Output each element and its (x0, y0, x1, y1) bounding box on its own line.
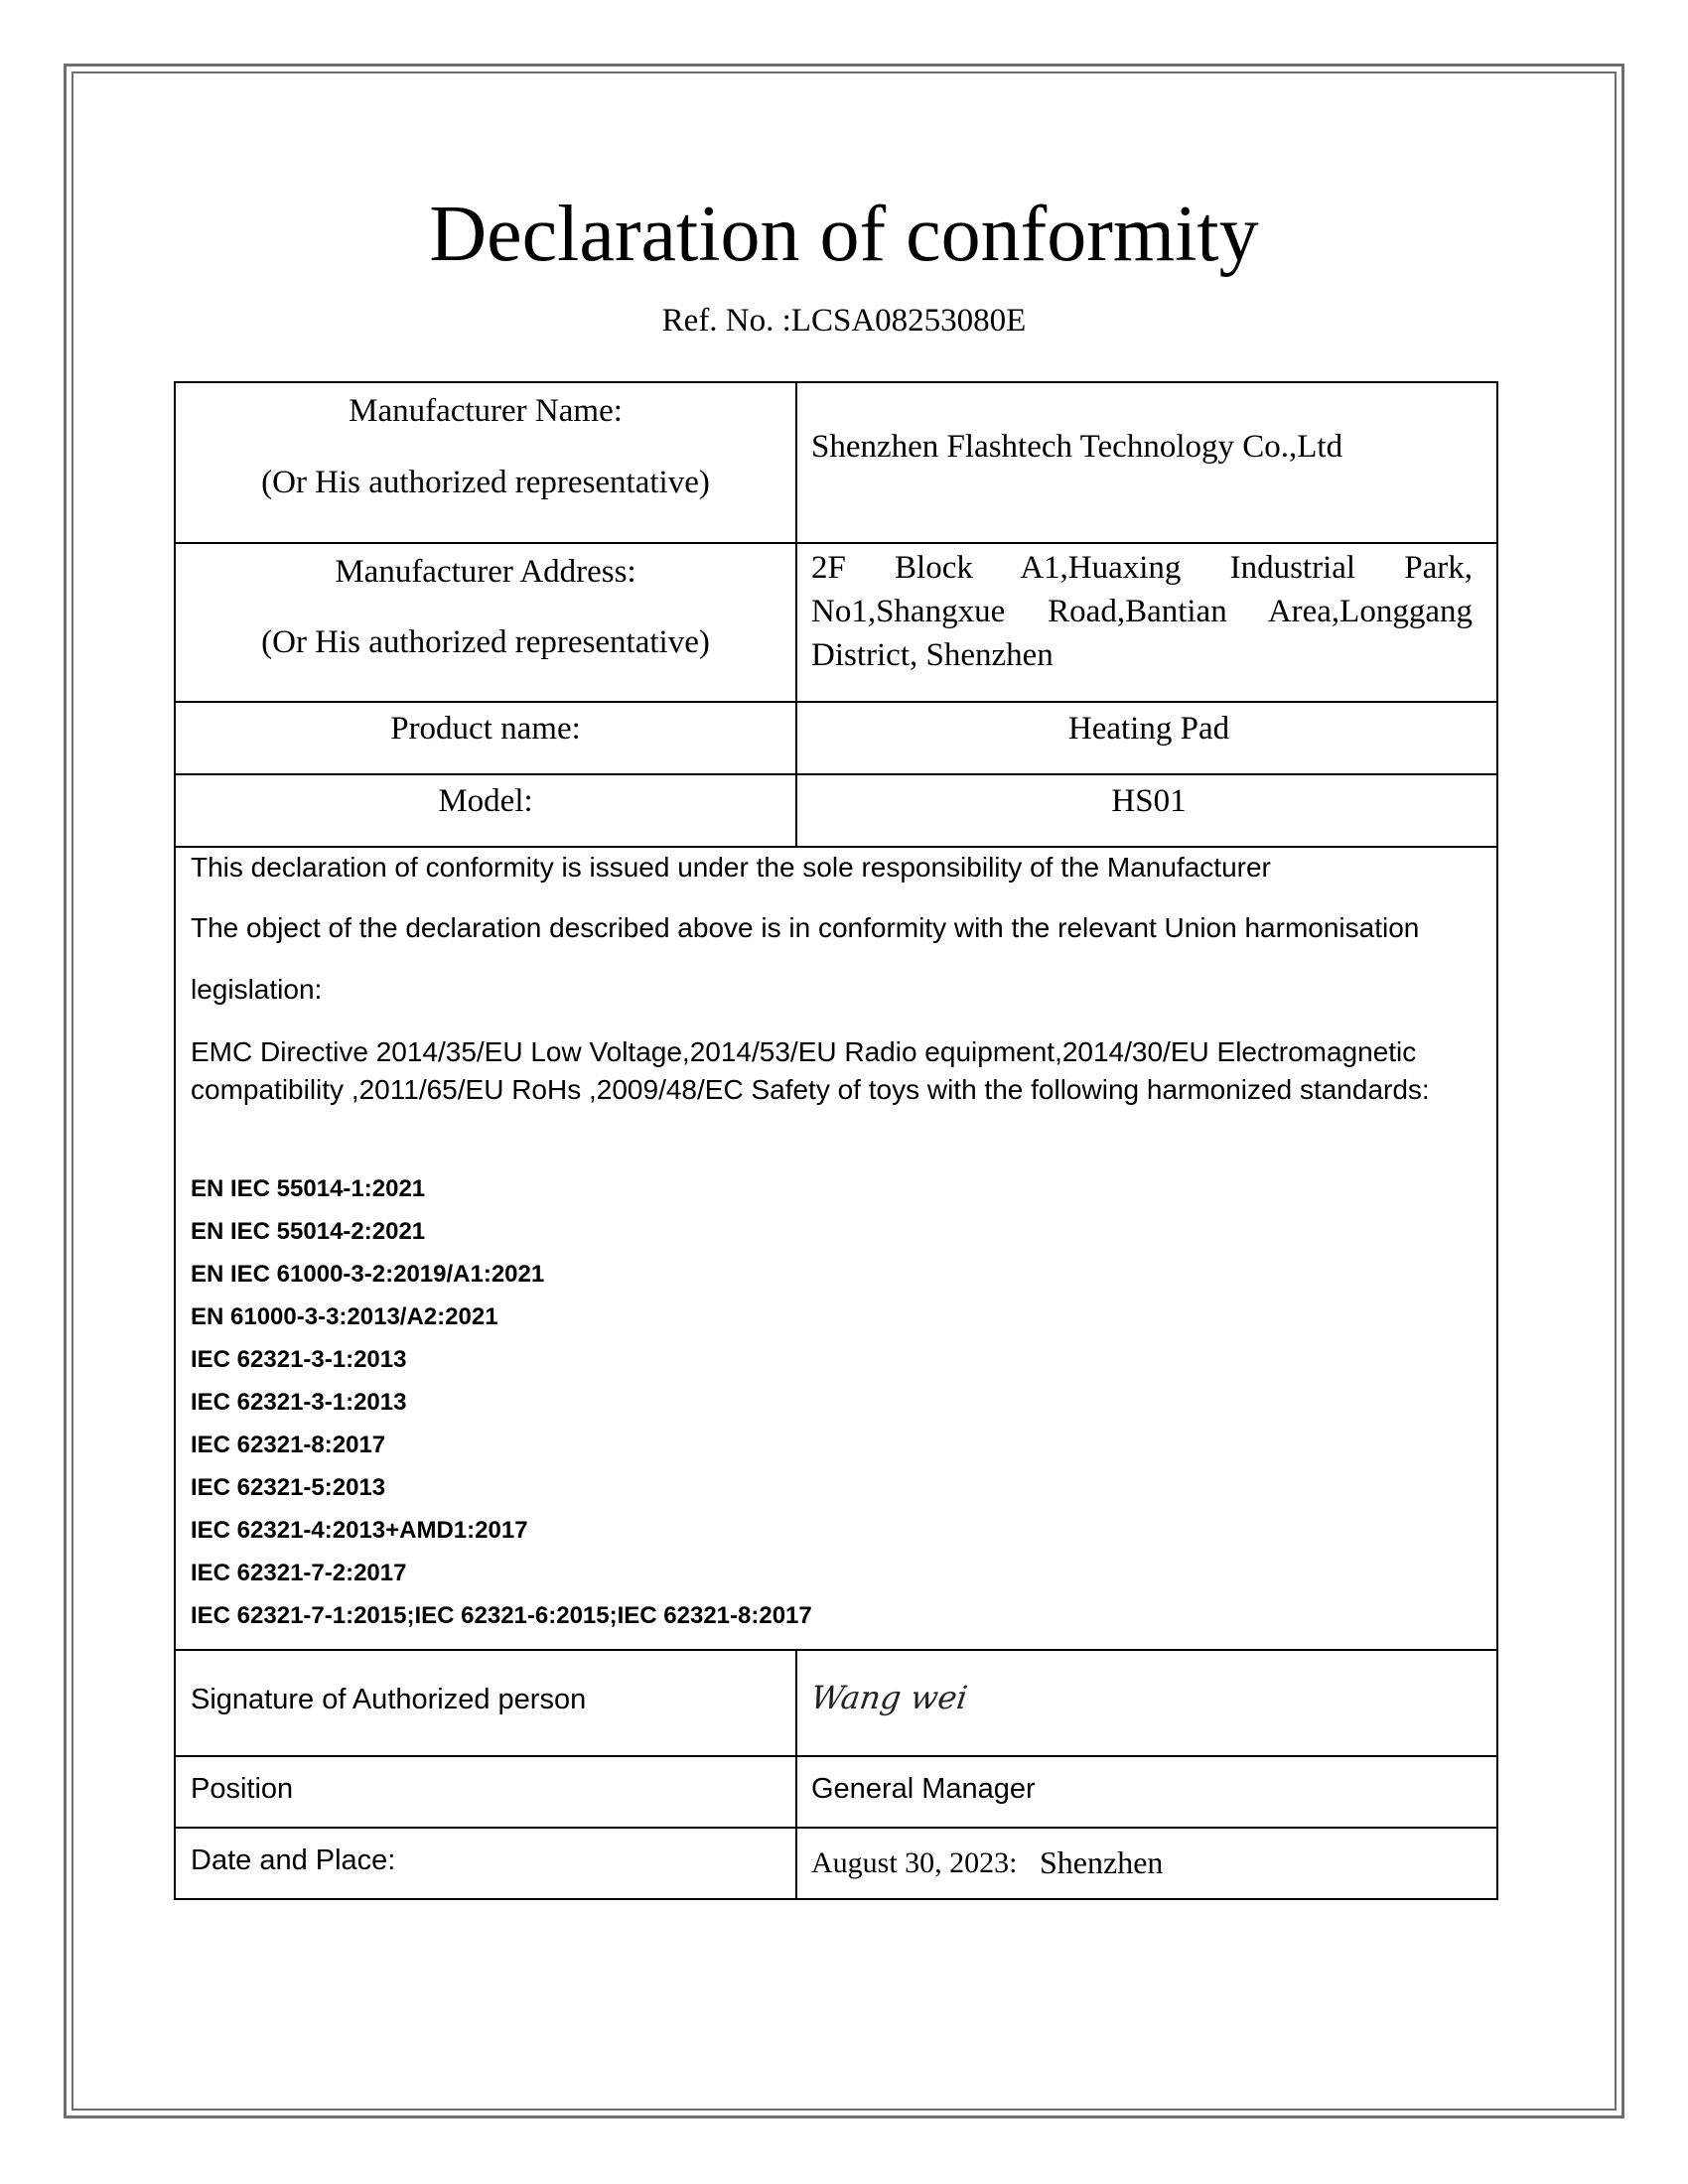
standard-item: EN 61000-3-3:2013/A2:2021 (191, 1303, 498, 1330)
date-value: August 30, 2023: (811, 1846, 1018, 1879)
standard-item: IEC 62321-3-1:2013 (191, 1346, 407, 1373)
row-divider (176, 1649, 1496, 1651)
date-place-label: Date and Place: (191, 1844, 396, 1876)
statement-line-2: The object of the declaration described above is in conformity with the relevant Union harmonisation (191, 912, 1420, 943)
manufacturer-address-value: 2F Block A1,Huaxing Industrial Park, No1,Shangxue Road,Bantian Area,Longgang District, Shenzhen (811, 550, 1473, 673)
standard-item: EN IEC 55014-2:2021 (191, 1218, 426, 1245)
document-title: Declaration of conformity (429, 191, 1259, 278)
standard-item: IEC 62321-3-1:2013 (191, 1389, 407, 1416)
position-value: General Manager (811, 1773, 1036, 1805)
handwritten-signature: Wang wei (808, 1679, 970, 1716)
model-label: Model: (438, 783, 533, 819)
manufacturer-name-label: Manufacturer Name: (349, 393, 623, 429)
row-divider (176, 542, 1496, 544)
manufacturer-address-sublabel: (Or His authorized representative) (261, 624, 710, 660)
row-divider (176, 773, 1496, 775)
directives-text: EMC Directive 2014/35/EU Low Voltage,2014/53/EU Radio equipment,2014/30/EU Electromagnetic compatibility ,2011/65/EU RoHs ,2009/48/EC Safety of toys with the following harmonized standards: (191, 1036, 1430, 1105)
standard-item: IEC 62321-5:2013 (191, 1474, 386, 1501)
column-divider (795, 383, 797, 846)
place-value: Shenzhen (1040, 1844, 1164, 1880)
row-divider (176, 1755, 1496, 1757)
standard-item: IEC 62321-8:2017 (191, 1432, 386, 1458)
manufacturer-name-sublabel: (Or His authorized representative) (261, 465, 710, 500)
row-divider (176, 846, 1496, 848)
standard-item: IEC 62321-7-2:2017 (191, 1560, 407, 1586)
signature-label: Signature of Authorized person (191, 1684, 587, 1715)
product-name-label: Product name: (390, 711, 581, 747)
column-divider (795, 1649, 797, 1900)
reference-number: Ref. No. :LCSA08253080E (661, 303, 1027, 339)
standard-item: IEC 62321-4:2013+AMD1:2017 (191, 1517, 528, 1544)
model-value: HS01 (1111, 783, 1187, 819)
declaration-table (174, 381, 1498, 1900)
standard-item: EN IEC 55014-1:2021 (191, 1175, 426, 1202)
manufacturer-name-value: Shenzhen Flashtech Technology Co.,Ltd (811, 429, 1343, 465)
statement-line-1: This declaration of conformity is issued under the sole responsibility of the Manufacturer (191, 852, 1271, 883)
manufacturer-address-label: Manufacturer Address: (335, 554, 636, 590)
product-name-value: Heating Pad (1067, 711, 1230, 747)
row-divider (176, 1827, 1496, 1829)
row-divider (176, 701, 1496, 703)
standard-item: IEC 62321-7-1:2015;IEC 62321-6:2015;IEC 62321-8:2017 (191, 1602, 812, 1629)
position-label: Position (191, 1773, 294, 1805)
statement-line-3: legislation: (191, 974, 323, 1005)
standard-item: EN IEC 61000-3-2:2019/A1:2021 (191, 1261, 545, 1288)
